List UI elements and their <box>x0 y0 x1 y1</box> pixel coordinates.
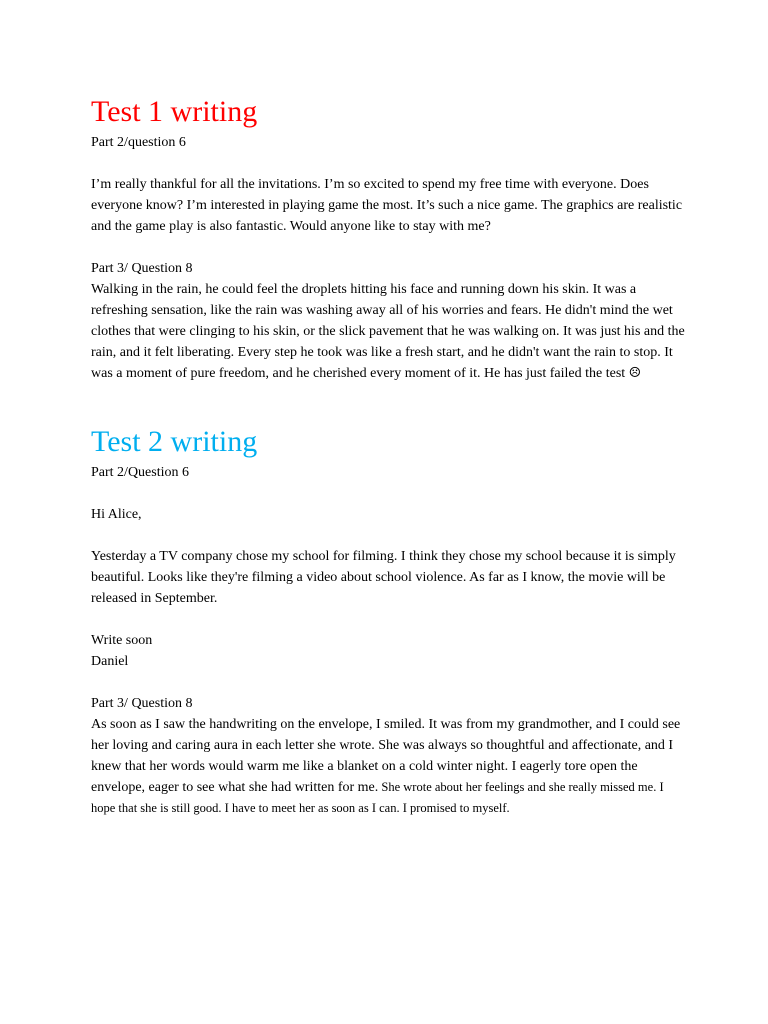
test2-part2-text: Yesterday a TV company chose my school for filming. I think they chose my school because it is simply beautiful. Looks like they're filming a video about school violence. As far as I know, the movie will be released in September. <box>91 549 676 606</box>
test2-section <box>91 403 686 819</box>
letter-signature: Daniel <box>91 654 129 669</box>
test2-part2-heading: Part 2/Question 6 <box>91 465 189 480</box>
test2-title: Test 2 writing <box>91 425 258 458</box>
test2-part3-text-main: As soon as I saw the handwriting on the envelope, I smiled. It was from my grandmother, and I could see her loving and caring aura in each letter she wrote. She was always so thoughtful and affectionate, and I knew that her words would warm me like a blanket on a cold winter night. I eagerly tore open the envelope, eager to see what she had written for me. <box>91 717 681 795</box>
test1-part3-text: Walking in the rain, he could feel the droplets hitting his face and running down his skin. It was a refreshing sensation, like the rain was washing away all of his worries and fears. He didn't mind the wet clothes that were clinging to his skin, or the slick pavement that he was walking on. It was just his and the rain, and it felt liberating. Every step he took was like a fresh start, and he didn't want the rain to stop. It was a moment of pure freedom, and he cherished every moment of it. He has just failed the test ☹ <box>91 282 685 381</box>
test1-section <box>91 94 686 384</box>
test1-title: Test 1 writing <box>91 95 258 128</box>
test1-part3-heading: Part 3/ Question 8 <box>91 261 193 276</box>
test2-part3-text-small: She wrote about her feelings and she really missed me. I hope that she is still good. I have to meet her as soon as I can. I promised to myself. <box>91 780 664 815</box>
test1-part2-text: I’m really thankful for all the invitations. I’m so excited to spend my free time with everyone. Does everyone know? I’m interested in playing game the most. It’s such a nice game. The graphics are realistic and the game play is also fantastic. Would anyone like to stay with me? <box>91 177 683 234</box>
test2-part3-heading: Part 3/ Question 8 <box>91 696 193 711</box>
letter-signoff: Write soon <box>91 633 153 648</box>
test1-part2-heading: Part 2/question 6 <box>91 135 186 150</box>
document-page <box>91 94 686 819</box>
letter-greeting: Hi Alice, <box>91 507 142 522</box>
test2-part3-text <box>91 714 686 819</box>
